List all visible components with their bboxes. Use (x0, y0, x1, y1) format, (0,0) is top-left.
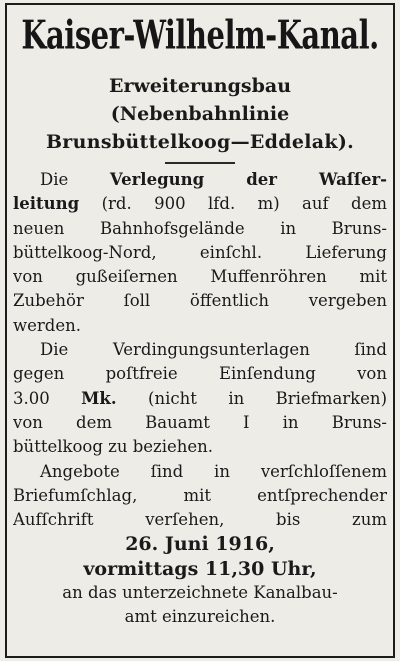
body-line: gegen poſtfreie Einſendung von (13, 364, 387, 384)
body-line (13, 387, 387, 411)
body-line: Die Verdingungsunterlagen ſind (40, 340, 387, 360)
body-line: Angebote ſind in verſchloſſenem (40, 461, 387, 481)
body-line: büttelkoog-Nord, einſchl. Lieferung (13, 242, 387, 262)
text-run: (rd. 900 lfd. m) auf dem (79, 194, 387, 214)
body-line (13, 168, 387, 192)
body-line: werden. (13, 315, 81, 335)
notice-title: Kaiser-Wilhelm-Kanal. (21, 12, 379, 58)
divider-rule (165, 162, 235, 164)
text-run-bold: Verlegung der Waſſer- (109, 170, 387, 189)
text-run-bold: Mk. (81, 388, 117, 408)
text-run: Die (40, 170, 110, 189)
text-run-bold: leitung (13, 194, 80, 214)
deadline-time: vormittags 11,30 Uhr, (83, 557, 317, 580)
body-line: büttelkoog zu beziehen. (13, 437, 214, 457)
body-line: Briefumſchlag, mit entſprechender (13, 485, 387, 505)
body-line: von gußeiſernen Muffenröhren mit (13, 267, 387, 287)
subtitle-line-1: Erweiterungsbau (108, 75, 292, 97)
body-line: an das unterzeichnete Kanalbau- (62, 583, 338, 603)
text-run: (nicht in Briefmarken) (116, 388, 387, 408)
text-run: 3.00 (13, 388, 82, 408)
body-line (13, 192, 387, 216)
deadline-date: 26. Juni 1916, (125, 533, 275, 556)
notice-subtitle (10, 72, 390, 156)
body-line: Aufſchrift verſehen, bis zum (13, 510, 387, 530)
body-line: neuen Bahnhofsgelände in Bruns- (13, 218, 387, 238)
notice-body (13, 168, 387, 630)
body-line: Zubehör ſoll öffentlich vergeben (13, 291, 387, 311)
subtitle-line-2: (Nebenbahnlinie (110, 103, 290, 125)
subtitle-line-3: Brunsbüttelkoog—Eddelak). (45, 131, 355, 153)
body-line: amt einzureichen. (124, 607, 276, 627)
body-line: von dem Bauamt I in Bruns- (13, 412, 387, 432)
